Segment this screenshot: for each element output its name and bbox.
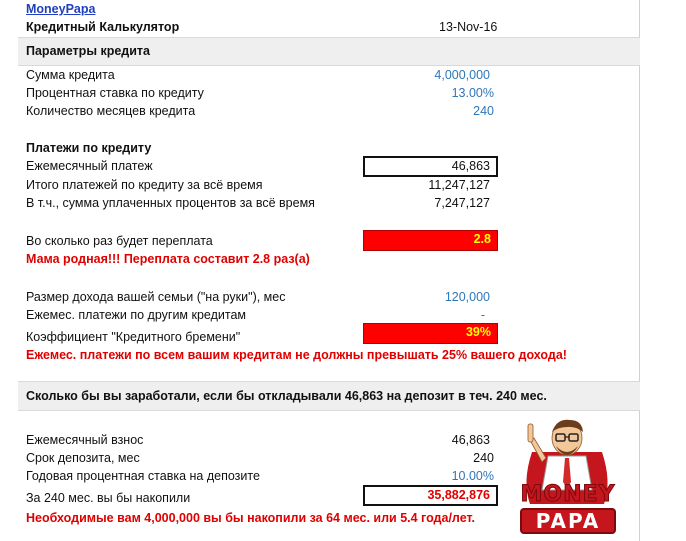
page-title: Кредитный Калькулятор — [26, 20, 180, 34]
credit-burden-value: 39% — [363, 323, 498, 344]
grid-line — [639, 0, 640, 541]
months-value[interactable]: 240 — [473, 104, 494, 118]
logo-wordmark-papa-text: PAPA — [535, 509, 601, 533]
monthly-payment-value: 46,863 — [363, 156, 498, 177]
total-interest-value: 7,247,127 — [434, 196, 490, 210]
family-income-value[interactable]: 120,000 — [444, 290, 490, 304]
header-date: 13-Nov-16 — [439, 20, 498, 34]
interest-rate-label: Процентная ставка по кредиту — [26, 86, 204, 100]
deposit-title: Сколько бы вы заработали, если бы откладывали 46,863 на депозит в теч. 240 мес. — [26, 389, 547, 403]
other-credits-value[interactable]: - — [480, 308, 485, 322]
monthly-payment-label: Ежемесячный платеж — [26, 159, 153, 173]
accumulated-value: 35,882,876 — [363, 485, 498, 506]
loan-amount-label: Сумма кредита — [26, 68, 115, 82]
total-interest-label: В т.ч., сумма уплаченных процентов за всё время — [26, 196, 315, 210]
credit-burden-label: Коэффициент "Кредитного бремени" — [26, 330, 241, 344]
deposit-term-value: 240 — [473, 451, 494, 465]
monthly-contribution-value: 46,863 — [451, 433, 490, 447]
deposit-term-label: Срок депозита, мес — [26, 451, 140, 465]
credit-burden-warning: Ежемес. платежи по всем вашим кредитам не должны превышать 25% вашего дохода! — [26, 348, 567, 362]
params-title: Параметры кредита — [26, 44, 150, 58]
overpay-warning: Мама родная!!! Переплата составит 2.8 раз(а) — [26, 252, 310, 266]
payments-title: Платежи по кредиту — [26, 141, 152, 155]
logo-wordmark-money: MONEY — [520, 482, 616, 507]
interest-rate-value[interactable]: 13.00% — [451, 86, 494, 100]
monthly-contribution-label: Ежемесячный взнос — [26, 433, 144, 447]
deposit-rate-label: Годовая процентная ставка на депозите — [26, 469, 260, 483]
family-income-label: Размер дохода вашей семьи ("на руки"), мес — [26, 290, 286, 304]
moneypapa-link[interactable]: MoneyPapa — [26, 2, 96, 16]
loan-amount-value[interactable]: 4,000,000 — [434, 68, 490, 82]
deposit-rate-value[interactable]: 10.00% — [451, 469, 494, 483]
accumulated-note: Необходимые вам 4,000,000 вы бы накопили за 64 мес. или 5.4 года/лет. — [26, 511, 475, 525]
accumulated-label: За 240 мес. вы бы накопили — [26, 491, 191, 505]
total-payments-value: 11,247,127 — [428, 178, 490, 192]
moneypapa-logo — [512, 412, 622, 536]
overpay-label: Во сколько раз будет переплата — [26, 234, 213, 248]
total-payments-label: Итого платежей по кредиту за всё время — [26, 178, 263, 192]
months-label: Количество месяцев кредита — [26, 104, 196, 118]
overpay-value: 2.8 — [363, 230, 498, 251]
other-credits-label: Ежемес. платежи по другим кредитам — [26, 308, 247, 322]
